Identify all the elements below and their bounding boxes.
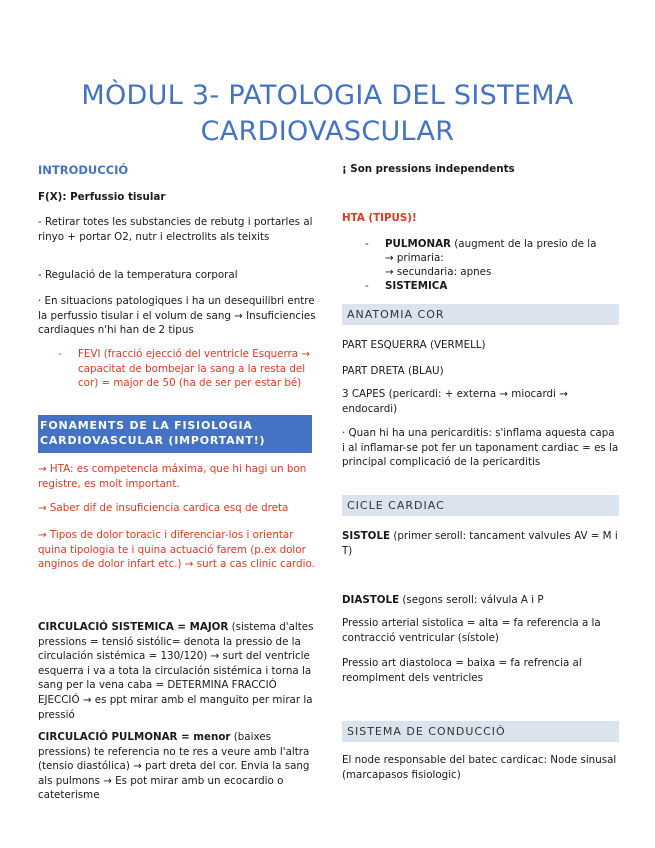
hta-pulmonar-item: - PULMONAR (augment de la presio de la	[365, 238, 597, 250]
fx-label: F(X): Perfussio tisular	[38, 191, 166, 203]
circulacio-pulmonar: CIRCULACIÓ PULMONAR = menor (baixes pressions) te referencia no te res a veure amb l'altra (tensio diastólica) → part dreta del cor. Envia la sang als pulmons → Es pot mirar amb un ecocardio o cateterisme	[38, 731, 310, 802]
fonaments-band: FONAMENTS DE LA FISIOLOGIA CARDIOVASCULAR (IMPORTANT!)	[38, 415, 312, 453]
circulacio-sistemica: CIRCULACIÓ SISTEMICA = MAJOR (sistema d'altes pressions = tensió sistólic= denota la pressio de la circulación sistémica = 130/120) → surt del ventricle esquerra i va a tota la circulación sistémica i torna la sang per la vena caba = DETERMINA FRACCIÓ EJECCIÓ → es ppt mirar amb el manguito per mirar la pressió	[38, 621, 314, 721]
title-line-1: MÒDUL 3- PATOLOGIA DEL SISTEMA	[81, 80, 574, 111]
red-note-dolor: → Tipos de dolor toracic i diferenciar-los i orientar quina tipologia te i quina actuació farem (p.ex dolor anginos de dolor infart etc.) → surt a cas clinic cardio.	[38, 529, 315, 571]
title-line-2: CARDIOVASCULAR	[200, 116, 455, 147]
anatomia-dreta: PART DRETA (BLAU)	[342, 365, 444, 377]
hta-heading: HTA (TIPUS)!	[342, 212, 417, 224]
cicle-band: CICLE CARDIAC	[342, 495, 619, 516]
conduccio-text: El node responsable del batec cardicac: Node sinusal (marcapasos fisiologic)	[342, 754, 617, 781]
diastole-text: DIASTOLE (segons seroll: válvula A i P	[342, 594, 544, 606]
intro-heading: INTRODUCCIÓ	[38, 163, 129, 177]
paragraph-waste: - Retirar totes les substancies de rebutg i portarles al rinyo + portar O2, nutr i electrolits als teixits	[38, 216, 313, 243]
hta-primaria: → primaria:	[385, 252, 444, 264]
hta-sistemica-item: - SISTEMICA	[365, 280, 448, 292]
independent-note: ¡ Son pressions independents	[342, 163, 515, 175]
red-note-insuficiencia: → Saber dif de insuficiencia cardica esq de dreta	[38, 502, 289, 514]
fevi-item: - FEVI (fracció ejecció del ventricle Esquerra → capacitat de bombejar la sang a la resta del cor) = major de 50 (ha de ser per estar bé)	[58, 348, 310, 390]
pressio-diastolica: Pressio art diastoloca = baixa = fa refrencia al reomplment dels ventricles	[342, 657, 582, 684]
paragraph-imbalance: · En situacions patologiques i ha un desequilibri entre la perfussio tisular i el volum de sang → Insuficiencies cardiaques n'hi han de 2 tipus	[38, 295, 316, 337]
page-title	[0, 78, 655, 150]
pressio-sistolica: Pressio arterial sistolica = alta = fa referencia a la contracció ventricular (sístole)	[342, 617, 601, 644]
anatomia-band: ANATOMIA COR	[342, 304, 619, 325]
hta-secundaria: → secundaria: apnes	[385, 266, 492, 278]
sistole-text: SISTOLE (primer seroll: tancament valvules AV = M i T)	[342, 530, 618, 557]
anatomia-capes: 3 CAPES (pericardi: + externa → miocardi → endocardi)	[342, 388, 568, 415]
anatomia-pericarditis: · Quan hi ha una pericarditis: s'inflama aquesta capa i al inflamar-se pot fer un taponament cardiac = es la principal complicació de la pericarditis	[342, 427, 619, 469]
paragraph-temperature: - Regulació de la temperatura corporal	[38, 269, 238, 281]
conduccio-band: SISTEMA DE CONDUCCIÒ	[342, 721, 619, 742]
red-note-hta: → HTA: es competencia máxima, que hi hagi un bon registre, es molt important.	[38, 463, 307, 490]
anatomia-esquerra: PART ESQUERRA (VERMELL)	[342, 339, 486, 351]
